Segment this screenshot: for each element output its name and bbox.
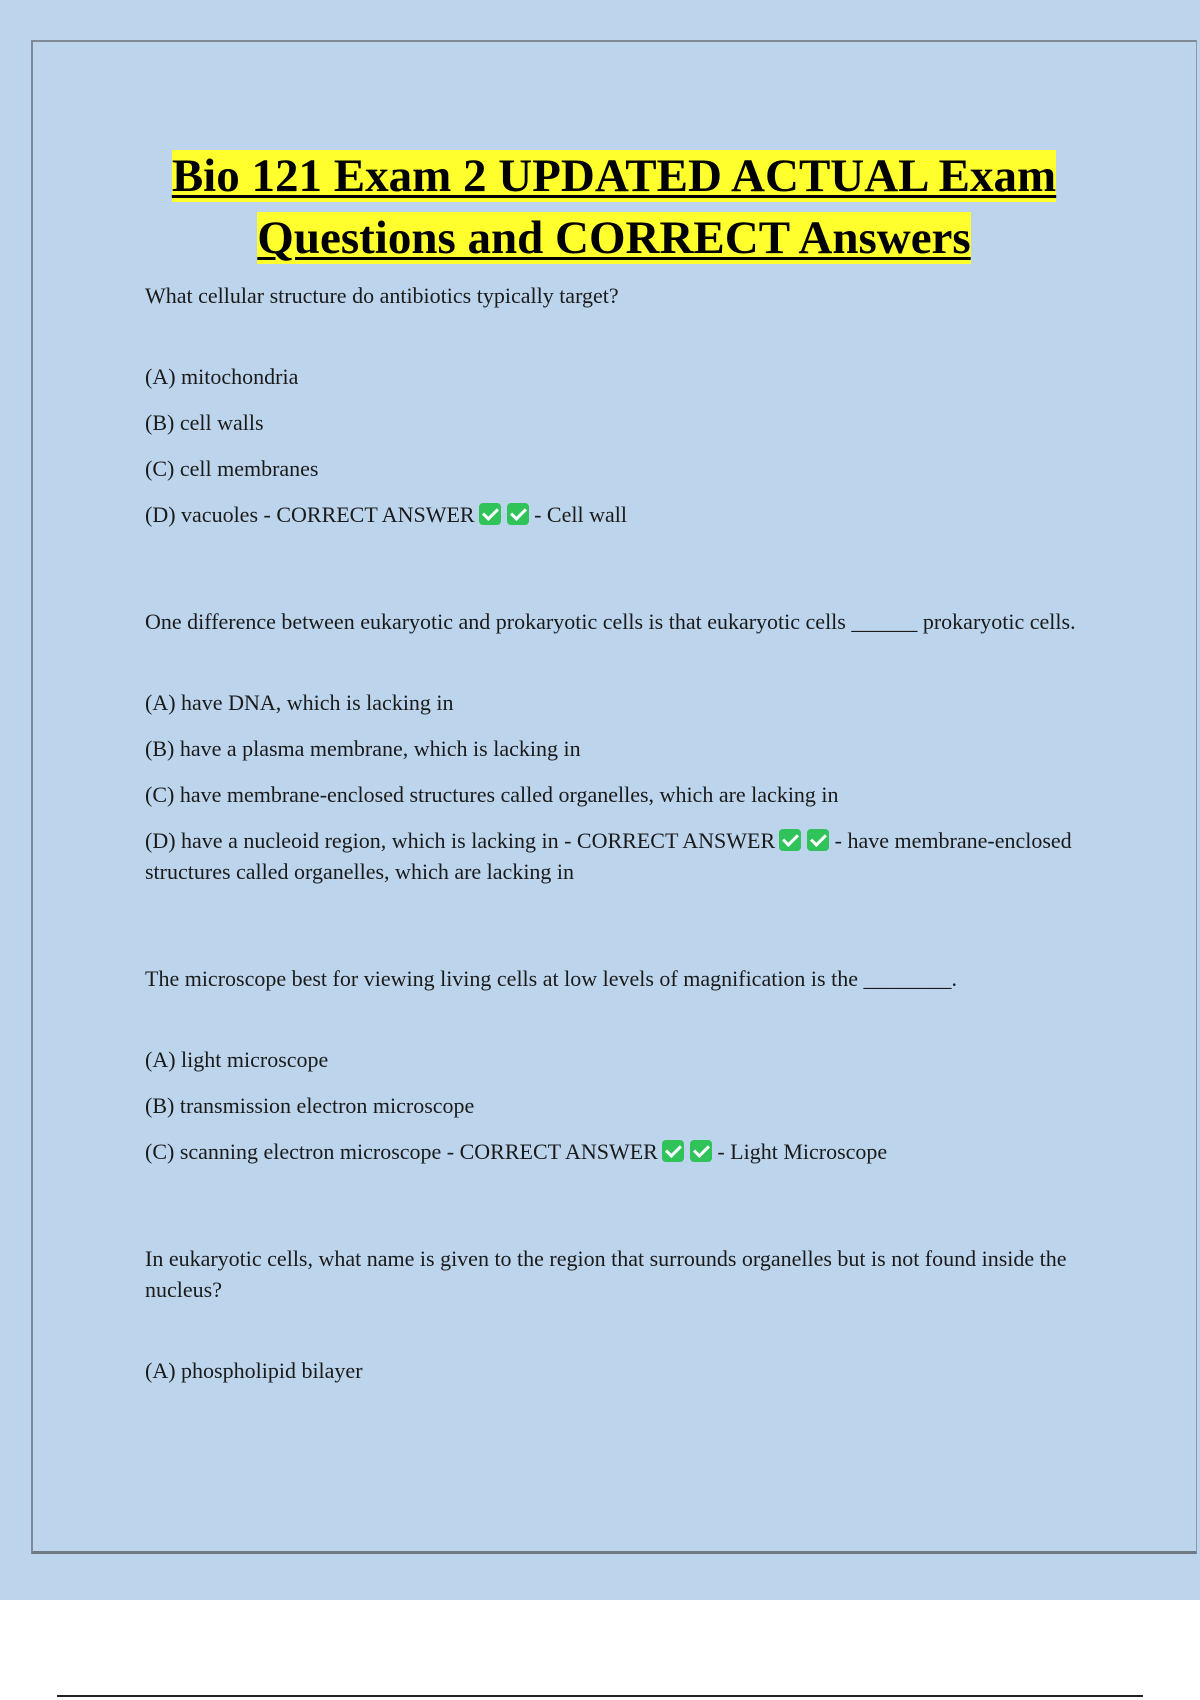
question-list: [145, 280, 1105, 1401]
question-text: The microscope best for viewing living cells at low levels of magnification is the ________.: [145, 966, 957, 991]
answer-option: (A) phospholipid bilayer: [145, 1358, 363, 1383]
answer-option: (B) have a plasma membrane, which is lacking in: [145, 736, 581, 761]
check-mark-icon: [662, 1140, 684, 1162]
question-text: What cellular structure do antibiotics typically target?: [145, 283, 619, 308]
question-text: In eukaryotic cells, what name is given to the region that surrounds organelles but is not found inside the nucleus?: [145, 1246, 1067, 1302]
question-text: One difference between eukaryotic and prokaryotic cells is that eukaryotic cells ______ prokaryotic cells.: [145, 609, 1076, 634]
correct-answer-text: - Cell wall: [534, 502, 627, 527]
document-title: [31, 145, 1197, 269]
answer-option: (C) cell membranes: [145, 456, 319, 481]
question-block: [145, 606, 1105, 887]
footer-divider: [57, 1695, 1143, 1697]
answer-option-text: (D) have a nucleoid region, which is lacking in - CORRECT ANSWER: [145, 828, 776, 853]
check-mark-icon: [479, 503, 501, 525]
answer-option-text: (D) vacuoles - CORRECT ANSWER: [145, 502, 475, 527]
answer-option: (A) have DNA, which is lacking in: [145, 690, 454, 715]
answer-option-with-correct-answer: [145, 825, 1105, 887]
check-mark-icon: [779, 829, 801, 851]
check-mark-icon: [507, 503, 529, 525]
title-line-2: Questions and CORRECT Answers: [257, 212, 971, 264]
correct-answer-text: - Light Microscope: [717, 1139, 888, 1164]
answer-option-with-correct-answer: [145, 499, 1105, 530]
question-block: [145, 1243, 1105, 1386]
answer-option: (C) have membrane-enclosed structures called organelles, which are lacking in: [145, 782, 839, 807]
answer-option-with-correct-answer: [145, 1136, 1105, 1167]
answer-option: (A) mitochondria: [145, 364, 299, 389]
correct-answer-text: - have membrane-enclosed structures called organelles, which are lacking in: [145, 828, 1072, 884]
answer-option: (B) cell walls: [145, 410, 264, 435]
answer-option-text: (C) scanning electron microscope - CORRECT ANSWER: [145, 1139, 658, 1164]
answer-option: (A) light microscope: [145, 1047, 329, 1072]
title-line-1: Bio 121 Exam 2 UPDATED ACTUAL Exam: [171, 150, 1057, 202]
check-mark-icon: [690, 1140, 712, 1162]
question-block: [145, 280, 1105, 530]
answer-option: (B) transmission electron microscope: [145, 1093, 475, 1118]
question-block: [145, 963, 1105, 1167]
check-mark-icon: [807, 829, 829, 851]
